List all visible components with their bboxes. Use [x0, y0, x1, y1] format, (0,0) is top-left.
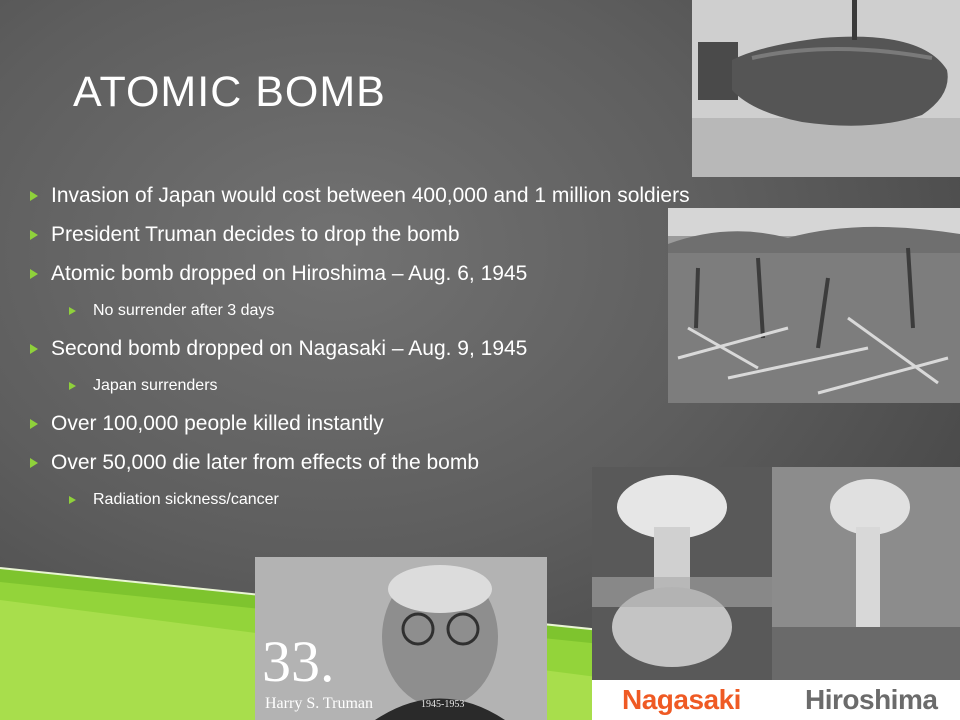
bullet-item — [30, 254, 810, 293]
triangle-bullet-icon — [30, 344, 38, 354]
triangle-bullet-icon — [69, 496, 76, 504]
bullet-item — [30, 329, 810, 368]
triangle-bullet-icon — [30, 419, 38, 429]
president-number: 33. — [262, 629, 335, 694]
triangle-bullet-icon — [30, 230, 38, 240]
sub-bullet-text: Japan surrenders — [93, 377, 218, 394]
fat-man-bomb-photo — [692, 0, 960, 177]
bullet-list — [30, 176, 810, 518]
bullet-item — [30, 215, 810, 254]
bullet-item — [30, 443, 810, 482]
sub-bullet-item — [30, 482, 810, 518]
triangle-bullet-icon — [30, 191, 38, 201]
bullet-text: Over 50,000 die later from effects of the bomb — [51, 450, 480, 474]
truman-years-caption: 1945-1953 — [421, 699, 465, 710]
triangle-bullet-icon — [69, 307, 76, 315]
hiroshima-caption: Hiroshima — [805, 684, 938, 715]
bullet-text: Second bomb dropped on Nagasaki – Aug. 9, 1945 — [51, 336, 528, 360]
sub-bullet-text: No surrender after 3 days — [93, 302, 275, 319]
triangle-bullet-icon — [69, 382, 76, 390]
truman-name-caption: Harry S. Truman — [265, 695, 374, 712]
bullet-text: Over 100,000 people killed instantly — [51, 411, 384, 435]
bullet-item — [30, 404, 810, 443]
sub-bullet-item — [30, 368, 810, 404]
triangle-bullet-icon — [30, 458, 38, 468]
nagasaki-caption: Nagasaki — [622, 684, 741, 715]
sub-bullet-text: Radiation sickness/cancer — [93, 491, 279, 508]
bullet-item — [30, 176, 810, 215]
sub-bullet-item — [30, 293, 810, 329]
bullet-text: Atomic bomb dropped on Hiroshima – Aug. 6, 1945 — [51, 261, 528, 285]
triangle-bullet-icon — [30, 269, 38, 279]
bullet-text: President Truman decides to drop the bomb — [51, 222, 460, 246]
slide-title: ATOMIC BOMB — [73, 68, 386, 116]
bullet-text: Invasion of Japan would cost between 400,000 and 1 million soldiers — [51, 183, 690, 207]
